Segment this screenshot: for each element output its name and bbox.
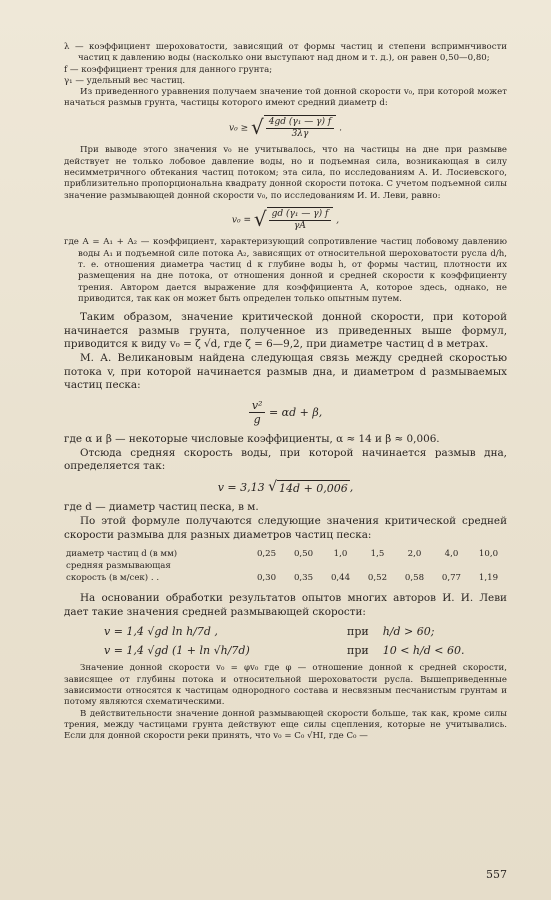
formula-levi-v0: v₀ = √ $\frac{\text{gd (γ₁ — γ) f}}{\gamma A}$ , [231,207,340,232]
formula-levi-1: v = 1,4 √gd ln h/7d , при h/d > 60; [104,625,435,639]
table-row: диаметр частиц d (в мм) 0,25 0,50 1,0 1,5 2,0 4,0 10,0 [66,549,499,560]
table-row: скорость (в м/сек) . . 0,30 0,35 0,44 0,52 0,58 0,77 1,19 [66,573,499,584]
paragraph-lift-force: При выводе этого значения v₀ не учитывалось, что на частицы на дне при размыве действует не только лобовое давление воды, но и подъемная сила, возникающая в силу несимметричного обтекания частиц потоком; эта сила, по исследованиям А. И. Лосиевского, приблизительно пропорциональна квадрату донной скорости потока. С учетом подъемной силы значение размывающей донной скорости v₀, по исследованиям И. И. Леви, равно: [64,145,507,201]
table-row: средняя размывающая [66,561,171,572]
paragraph-alpha-beta: где α и β — некоторые числовые коэффициенты, α ≈ 14 и β ≈ 0,006. [64,432,440,445]
paragraph-phi: Значение донной скорости v₀ = φv₀ где φ — отношение донной к средней скорости, зависящее от глубины потока и относительной шероховатости русла. Вышеприведенные зависимости относятся к частицам однородного состава и несвязным песчанистым грунтам и потому являются схематическими. [64,663,507,708]
formula-levi-2: v = 1,4 √gd (1 + ln √h/7d) при 10 < h/d < 60. [104,644,465,658]
formula-mean-velocity: v = 3,13 √ 14d + 0,006 , [217,478,354,495]
paragraph-velikanov: М. А. Великановым найдена следующая связь между средней скоростью потока v, при которой начинается размыв дна, и диаметром d размываемых частиц песка: [64,352,507,392]
def-lambda: λ — коэффициент шероховатости, зависящий от формы частиц и степени вспримнчивости частиц к давлению воды (насколько они выступают над дном и т. д.), он равен 0,50—0,80; [64,42,507,64]
paragraph-final: В действительности значение донной размывающей скорости больше, так как, кроме силы трения, между частицами грунта действуют еще силы сцепления, которые не учитывались. Если для донной скорости реки принять, что v₀ = C₀ √HI, где C₀ — [64,708,507,742]
formula-velikanov: $\frac{\text{v²}}{g}$ = αd + β, [64,399,507,427]
paragraph-where-a: где A = A₁ + A₂ — коэффициент, характеризующий сопротивление частиц лобовому давлению воды A₁ и подъемной силе потока A₂, зависящих от относительной шероховатости русла d/h, т. е. отношения диаметра частиц d к глубине воды h, от формы частиц, плотности их размещения на дне потока, от отношения донной и средней скорости к коэффициенту трения. Автором дается выражение для коэффициента A, которое здесь, однако, не приводится, так как он может быть определен только опытным путем. [64,237,507,304]
velocity-table [64,548,507,584]
page-number: 557 [486,868,507,881]
paragraph-hence: Отсюда средняя скорость воды, при которой начинается размыв дна, определяется так: [64,446,507,473]
paragraph-levi: На основании обработки результатов опытов многих авторов И. И. Леви дает такие значения средней размывающей скорости: [64,592,507,618]
definitions [64,42,507,110]
paragraph-d-def: где d — диаметр частиц песка, в м. [64,501,259,514]
def-f: f — коэффициент трения для данного грунта; [64,64,273,75]
formula-v0-bound: v₀ ≥ √ $\frac{\text{4gd (γ₁ — γ) f}}{3\lambda\gamma}$ . [229,114,342,140]
def-gamma1: γ₁ — удельный вес частиц. [64,75,186,86]
paragraph-intro: Из приведенного уравнения получаем значение той донной скорости v₀, при которой может начаться размыв грунта, частицы которого имеют средний диаметр d: [64,87,507,109]
paragraph-table-intro: По этой формуле получаются следующие значения критической средней скорости размыва для разных диаметров частиц песка: [64,514,507,541]
paragraph-thus: Таким образом, значение критической донной скорости, при которой начинается размыв грунта, полученное из приведенных выше формул, приводится к виду v₀ = ζ √d, где ζ = 6—9,2, при диаметре частиц d в метрах. [64,311,507,351]
